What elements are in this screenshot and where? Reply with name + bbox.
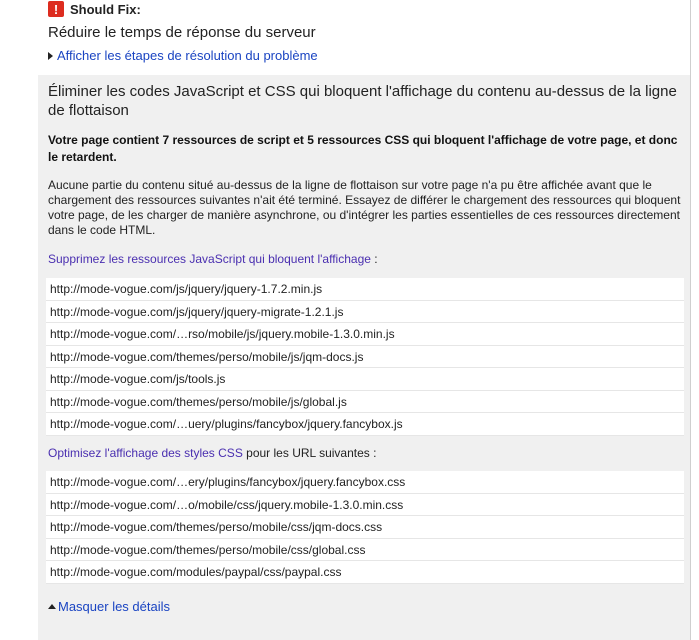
- js-url-row: http://mode-vogue.com/…uery/plugins/fancybox/jquery.fancybox.js: [46, 413, 684, 436]
- css-url-row: http://mode-vogue.com/themes/perso/mobile/css/global.css: [46, 539, 684, 562]
- js-url-row: http://mode-vogue.com/themes/perso/mobile/js/jqm-docs.js: [46, 346, 684, 369]
- hide-details-toggle[interactable]: [48, 599, 170, 614]
- js-url-row: http://mode-vogue.com/js/jquery/jquery-1.7.2.min.js: [46, 278, 684, 301]
- js-section-title: [48, 252, 378, 266]
- expand-arrow-icon: [48, 52, 53, 60]
- js-url-row: http://mode-vogue.com/js/tools.js: [46, 368, 684, 391]
- show-steps-label[interactable]: Afficher les étapes de résolution du problème: [57, 48, 318, 63]
- js-url-row: http://mode-vogue.com/…rso/mobile/js/jquery.mobile-1.3.0.min.js: [46, 323, 684, 346]
- js-url-row: http://mode-vogue.com/themes/perso/mobile/js/global.js: [46, 391, 684, 414]
- rule-title-server-response: Réduire le temps de réponse du serveur: [48, 24, 316, 41]
- header-label: Should Fix:: [70, 1, 141, 17]
- js-section-link[interactable]: Supprimez les ressources JavaScript qui bloquent l'affichage: [48, 252, 371, 266]
- warning-icon: !: [48, 1, 64, 17]
- css-section-title: [48, 446, 376, 460]
- rule-title-render-blocking: Éliminer les codes JavaScript et CSS qui bloquent l'affichage du contenu au-dessus de la ligne de flottaison: [48, 83, 677, 119]
- collapse-arrow-icon: [48, 604, 56, 609]
- css-section-link[interactable]: Optimisez l'affichage des styles CSS: [48, 446, 243, 460]
- rule-description: Aucune partie du contenu situé au-dessus de la ligne de flottaison sur votre page n'a pu être affichée avant que le chargement des ressources suivantes n'ait été terminé. Essayez de différer le chargement des ressources qui bloquent votre page, de les charger de manière asynchrone, ou d'intégrer les parties essentielles de ces ressources directement dans le code HTML.: [48, 178, 681, 237]
- js-url-row: http://mode-vogue.com/js/jquery/jquery-migrate-1.2.1.js: [46, 301, 684, 324]
- should-fix-header: [48, 0, 141, 18]
- hide-details-label[interactable]: Masquer les détails: [58, 599, 170, 614]
- css-url-row: http://mode-vogue.com/themes/perso/mobile/css/jqm-docs.css: [46, 516, 684, 539]
- css-url-row: http://mode-vogue.com/modules/paypal/css/paypal.css: [46, 561, 684, 584]
- js-section-suffix: :: [370, 252, 378, 266]
- css-section-suffix: pour les URL suivantes :: [242, 446, 377, 460]
- js-url-list: [46, 278, 684, 436]
- css-url-list: [46, 471, 684, 584]
- css-url-row: http://mode-vogue.com/…o/mobile/css/jquery.mobile-1.3.0.min.css: [46, 494, 684, 517]
- right-border: [690, 0, 691, 640]
- rule-summary: Votre page contient 7 ressources de script et 5 ressources CSS qui bloquent l'affichage de votre page, et donc le retardent.: [48, 133, 678, 164]
- show-steps-toggle[interactable]: [48, 48, 318, 63]
- css-url-row: http://mode-vogue.com/…ery/plugins/fancybox/jquery.fancybox.css: [46, 471, 684, 494]
